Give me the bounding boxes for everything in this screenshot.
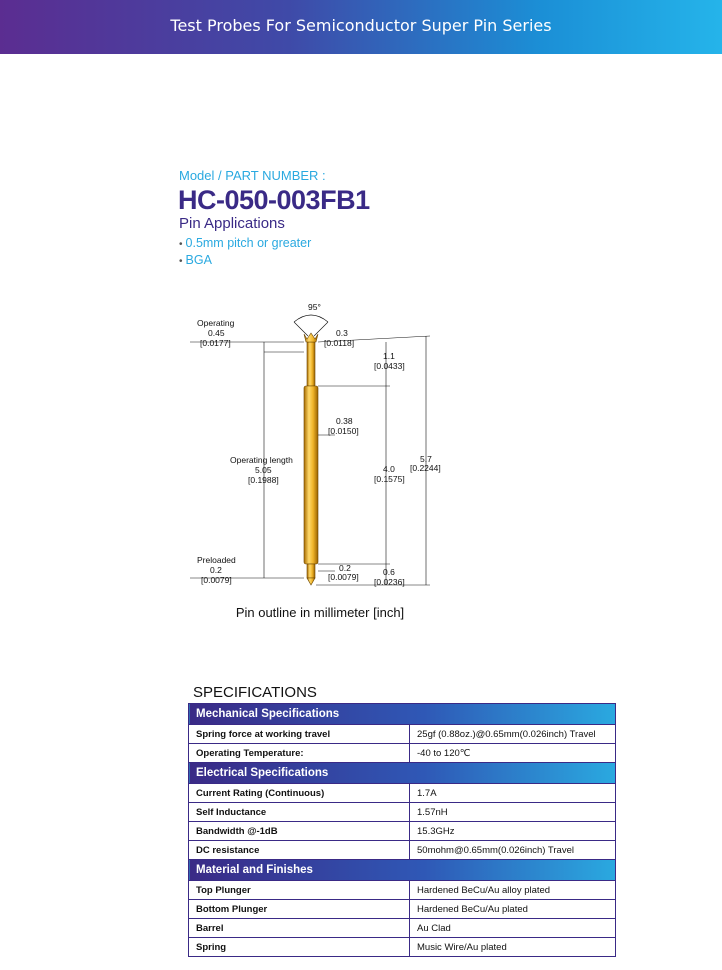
spec-value: 50mohm@0.65mm(0.026inch) Travel (410, 841, 616, 860)
spec-value: 1.57nH (410, 803, 616, 822)
oplen-in: [0.1988] (248, 475, 279, 485)
spec-value: 25gf (0.88oz.)@0.65mm(0.026inch) Travel (410, 725, 616, 744)
page-title: Test Probes For Semiconductor Super Pin Series (170, 16, 552, 35)
table-row (189, 938, 616, 957)
applications-title: Pin Applications (179, 215, 285, 232)
barrel-mm: 0.38 (336, 416, 353, 426)
body-mm: 4.0 (383, 464, 395, 474)
barrel (304, 386, 318, 564)
spec-name: Operating Temperature: (189, 744, 410, 763)
probe-drawing (304, 333, 318, 585)
body-in: [0.1575] (374, 474, 405, 484)
mechanical-heading: Mechanical Specifications (189, 704, 616, 725)
specifications-title: SPECIFICATIONS (193, 684, 317, 701)
specifications-table (188, 703, 616, 957)
pin-outline-diagram (190, 296, 460, 596)
oplen-label: Operating length (230, 455, 293, 465)
spec-value: Hardened BeCu/Au plated (410, 900, 616, 919)
section-header (189, 704, 616, 725)
applications-list (179, 235, 311, 269)
total-in: [0.2244] (410, 463, 441, 473)
table-row (189, 725, 616, 744)
table-row (189, 881, 616, 900)
spec-name: DC resistance (189, 841, 410, 860)
operating-mm: 0.45 (208, 328, 225, 338)
preloaded-mm: 0.2 (210, 565, 222, 575)
top-plunger (307, 342, 315, 386)
table-row (189, 841, 616, 860)
angle-label: 95° (308, 302, 321, 312)
bullet-icon: • (179, 239, 183, 250)
spec-value: Au Clad (410, 919, 616, 938)
spec-name: Bottom Plunger (189, 900, 410, 919)
oplen-mm: 5.05 (255, 465, 272, 475)
table-row (189, 919, 616, 938)
spec-value: 15.3GHz (410, 822, 616, 841)
section-header (189, 763, 616, 784)
operating-label: Operating (197, 318, 235, 328)
spec-name: Top Plunger (189, 881, 410, 900)
total-mm: 5.7 (420, 454, 432, 464)
tip-mm: 0.3 (336, 328, 348, 338)
list-item: • 0.5mm pitch or greater (179, 236, 312, 250)
table-row (189, 784, 616, 803)
bottom-tip (307, 578, 315, 585)
preloaded-in: [0.0079] (201, 575, 232, 585)
preloaded-label: Preloaded (197, 555, 236, 565)
part-number: HC-050-003FB1 (178, 185, 370, 215)
model-label: Model / PART NUMBER : (179, 168, 326, 183)
tail-mm: 0.6 (383, 567, 395, 577)
barrel-in: [0.0150] (328, 426, 359, 436)
head-mm: 1.1 (383, 351, 395, 361)
plunger-in: [0.0079] (328, 572, 359, 582)
spec-value: Hardened BeCu/Au alloy plated (410, 881, 616, 900)
section-header (189, 860, 616, 881)
spec-name: Barrel (189, 919, 410, 938)
table-row (189, 900, 616, 919)
table-row (189, 822, 616, 841)
electrical-heading: Electrical Specifications (189, 763, 616, 784)
header-banner (0, 0, 722, 54)
spec-name: Spring force at working travel (189, 725, 410, 744)
spec-name: Current Rating (Continuous) (189, 784, 410, 803)
bullet-icon: • (179, 256, 183, 267)
materials-heading: Material and Finishes (189, 860, 616, 881)
spec-value: Music Wire/Au plated (410, 938, 616, 957)
spec-value: 1.7A (410, 784, 616, 803)
table-row (189, 803, 616, 822)
angle-arc (294, 315, 328, 322)
bottom-plunger (307, 564, 315, 578)
diagram-caption: Pin outline in millimeter [inch] (235, 605, 405, 620)
operating-in: [0.0177] (200, 338, 231, 348)
tail-in: [0.0236] (374, 577, 405, 587)
table-row (189, 744, 616, 763)
spec-name: Spring (189, 938, 410, 957)
tip-in: [0.0118] (324, 338, 355, 348)
plunger-mm: 0.2 (339, 563, 351, 573)
spec-name: Bandwidth @-1dB (189, 822, 410, 841)
list-item: • BGA (179, 253, 212, 267)
head-in: [0.0433] (374, 361, 405, 371)
spec-value: -40 to 120℃ (410, 744, 616, 763)
spec-name: Self Inductance (189, 803, 410, 822)
